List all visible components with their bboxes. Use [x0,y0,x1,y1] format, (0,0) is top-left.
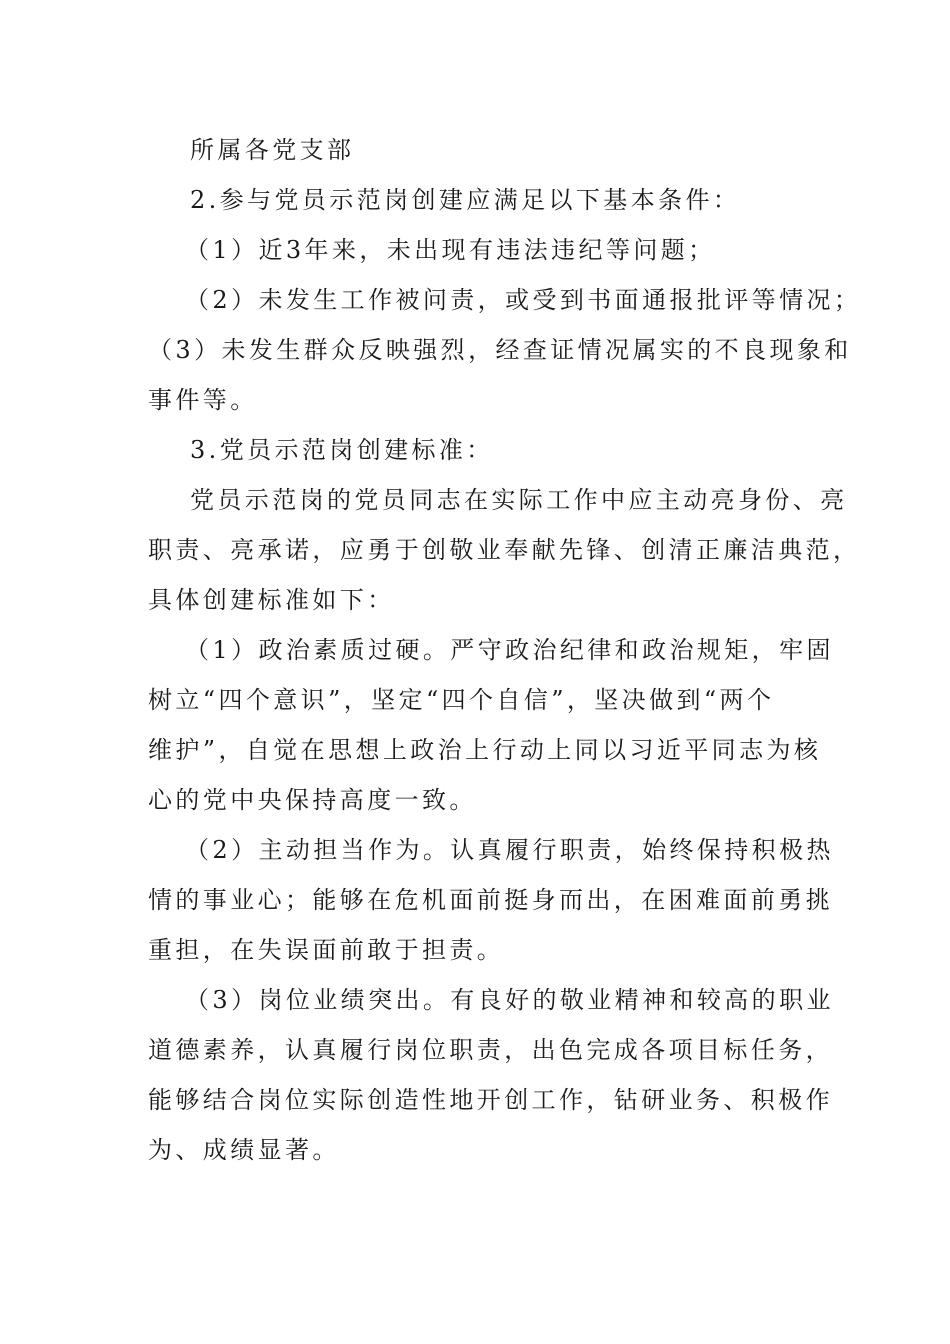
text-line-13: 维护”，自觉在思想上政治上行动上同以习近平同志为核 [148,736,822,764]
text-line-16: 情的事业心；能够在危机面前挺身而出，在困难面前勇挑 [148,886,833,914]
text-line-18: （3）岗位业绩突出。有良好的敬业精神和较高的职业 [185,986,834,1014]
text-line-3: （1）近3年来，未出现有违法违纪等问题； [185,236,716,264]
text-line-1: 所属各党支部 [190,136,355,164]
text-line-6: 事件等。 [148,386,258,414]
text-line-20: 能够结合岗位实际创造性地开创工作，钻研业务、积极作 [148,1086,833,1114]
text-line-14: 心的党中央保持高度一致。 [148,786,477,814]
text-line-21: 为、成绩显著。 [148,1136,340,1164]
text-line-8: 党员示范岗的党员同志在实际工作中应主动亮身份、亮 [190,486,848,514]
text-line-11: （1）政治素质过硬。严守政治纪律和政治规矩，牢固 [185,636,834,664]
text-line-9: 职责、亮承诺，应勇于创敬业奉献先锋、创清正廉洁典范， [148,536,861,564]
text-line-19: 道德素养，认真履行岗位职责，出色完成各项目标任务， [148,1036,833,1064]
text-line-15: （2）主动担当作为。认真履行职责，始终保持积极热 [185,836,834,864]
text-line-17: 重担，在失误面前敢于担责。 [148,936,505,964]
text-line-12: 树立“四个意识”，坚定“四个自信”，坚决做到“两个 [148,686,775,714]
text-line-5: （3）未发生群众反映强烈，经查证情况属实的不良现象和 [148,336,852,364]
text-line-2: 2.参与党员示范岗创建应满足以下基本条件： [190,186,741,214]
text-line-10: 具体创建标准如下： [148,586,395,614]
text-line-7: 3.党员示范岗创建标准： [190,436,494,464]
text-line-4: （2）未发生工作被问责，或受到书面通报批评等情况； [185,286,862,314]
